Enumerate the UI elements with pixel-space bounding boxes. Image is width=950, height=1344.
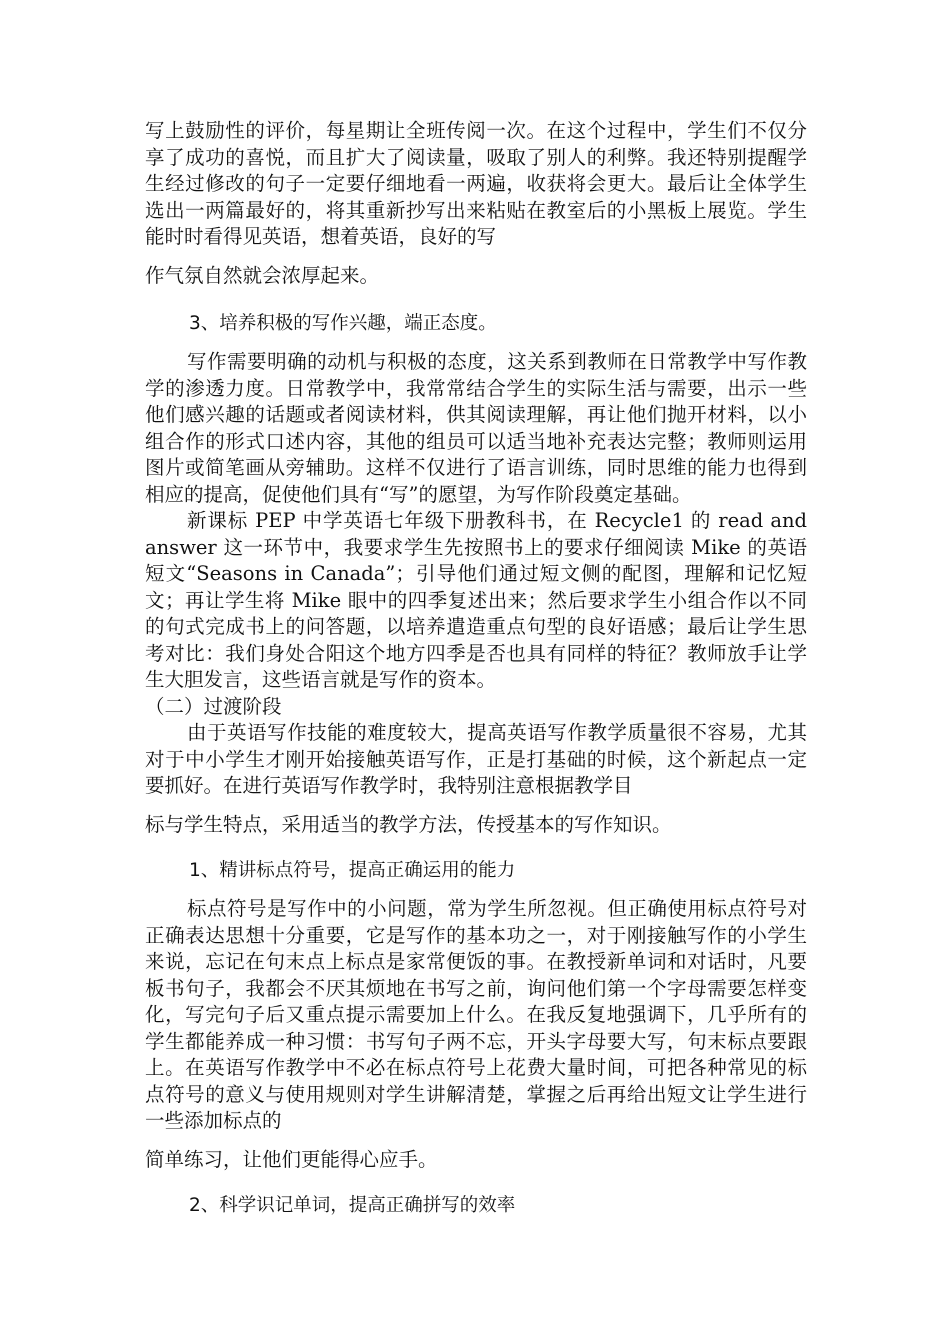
section-heading-transition-stage: （二）过渡阶段 <box>145 694 282 718</box>
heading-cultivate-interest: 3、培养积极的写作兴趣，端正态度。 <box>189 313 497 334</box>
document-page <box>145 118 807 1219</box>
paragraph-textbook-example: 新课标 PEP 中学英语七年级下册教科书，在 Recycle1 的 read and answer 这一环节中，我要求学生先按照书上的要求仔细阅读 Mike 的英语短文“Seasons in Canada”；引导他们通过短文侧的配图，理解和记忆短文；再让学生将 Mike 眼中的四季复述出来；然后要求学生小组合作以不同的句式完成书上的问答题，以培养遣造重点句型的良好语感；最后让学生思考对比：我们身处合阳这个地方四季是否也具有同样的特征？教师放手让学生大胆发言，这些语言就是写作的资本。 <box>145 509 807 691</box>
paragraph-punctuation-end: 简单练习，让他们更能得心应手。 <box>145 1147 438 1171</box>
paragraph-transition-intro-end: 标与学生特点，采用适当的教学方法，传授基本的写作知识。 <box>145 812 672 836</box>
paragraph-evaluation-sharing: 写上鼓励性的评价，每星期让全班传阅一次。在这个过程中，学生们不仅分享了成功的喜悦，而且扩大了阅读量，吸取了别人的利弊。我还特别提醒学生经过修改的句子一定要仔细地看一两遍，收获将会更大。最后让全体学生选出一两篇最好的，将其重新抄写出来粘贴在教室后的小黑板上展览。学生能时时看得见英语，想着英语，良好的写 <box>145 119 807 248</box>
heading-word-memorization: 2、科学识记单词，提高正确拼写的效率 <box>189 1195 516 1216</box>
paragraph-evaluation-sharing-end: 作气氛自然就会浓厚起来。 <box>145 263 380 287</box>
paragraph-punctuation: 标点符号是写作中的小问题，常为学生所忽视。但正确使用标点符号对正确表达思想十分重要，它是写作的基本功之一，对于刚接触写作的小学生来说，忘记在句末点上标点是家常便饭的事。在教授新单词和对话时，凡要板书句子，我都会不厌其烦地在书写之前，询问他们第一个字母需要怎样变化，写完句子后又重点提示需要加上什么。在我反复地强调下，几乎所有的学生都能养成一种习惯：书写句子两不忘，开头字母要大写，句末标点要跟上。在英语写作教学中不必在标点符号上花费大量时间，可把各种常见的标点符号的意义与使用规则对学生讲解清楚，掌握之后再给出短文让学生进行一些添加标点的 <box>145 897 807 1132</box>
paragraph-transition-intro: 由于英语写作技能的难度较大，提高英语写作教学质量很不容易，尤其对于中小学生才刚开始接触英语写作，正是打基础的时候，这个新起点一定要抓好。在进行英语写作教学时，我特别注意根据教学目 <box>145 721 807 797</box>
paragraph-writing-motivation: 写作需要明确的动机与积极的态度，这关系到教师在日常教学中写作教学的渗透力度。日常教学中，我常常结合学生的实际生活与需要，出示一些他们感兴趣的话题或者阅读材料，供其阅读理解，再让他们抛开材料，以小组合作的形式口述内容，其他的组员可以适当地补充表达完整；教师则运用图片或简笔画从旁辅助。这样不仅进行了语言训练，同时思维的能力也得到相应的提高，促使他们具有“写”的愿望，为写作阶段奠定基础。 <box>145 350 807 506</box>
heading-punctuation: 1、精讲标点符号，提高正确运用的能力 <box>189 860 516 881</box>
